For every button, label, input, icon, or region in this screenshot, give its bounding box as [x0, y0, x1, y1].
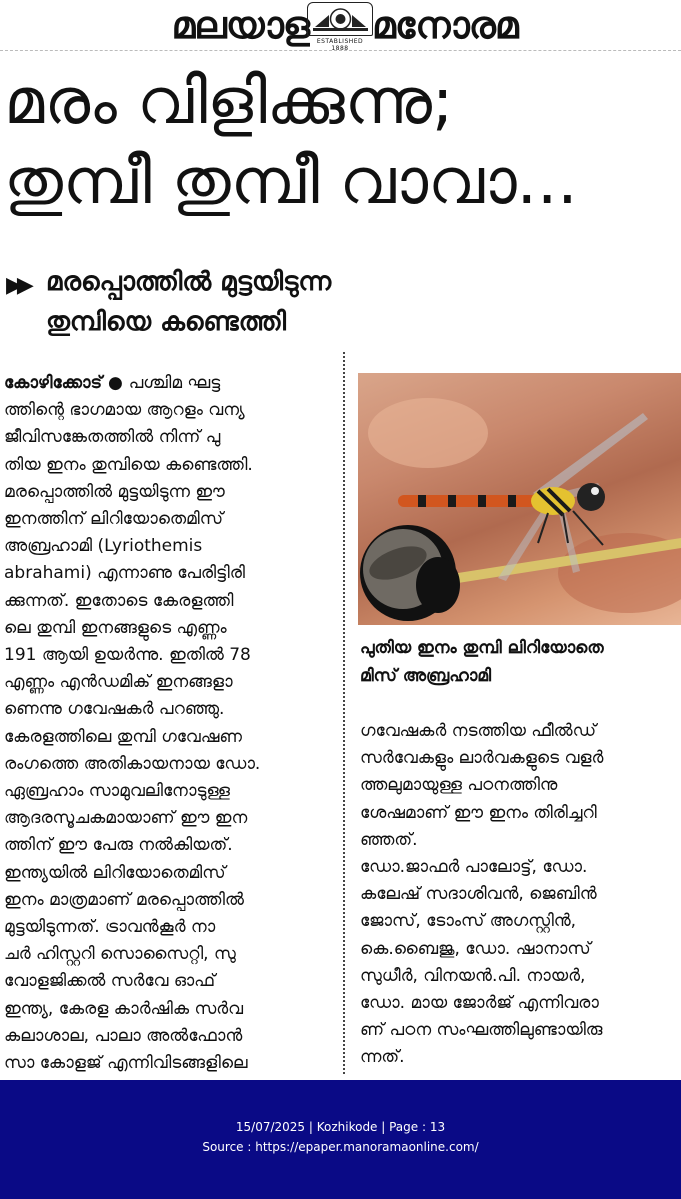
footer-edition-info: 15/07/2025 | Kozhikode | Page : 13: [235, 1120, 446, 1134]
footer-bar: [0, 1080, 681, 1199]
article-body-left-column: [4, 370, 334, 1077]
masthead-title-right: മനോരമ: [372, 3, 518, 47]
subhead-text: മരപ്പൊത്തിൽ മുട്ടയിടുന്ന തുമ്പിയെ കണ്ടെത്തി: [46, 267, 332, 337]
article-headline: മരം വിളിക്കുന്നു; തുമ്പീ തുമ്പീ വാവാ...: [4, 65, 578, 219]
masthead-title-left: മലയാള: [171, 3, 309, 47]
body-left-text: പശ്ചിമ ഘട്ട ത്തിന്റെ ഭാഗമായ ആറളം വന്യ ജീവിസങ്കേതത്തിൽ നിന്ന് പു തിയ ഇനം തുമ്പിയെ കണ്ടെത്തി. മരപ്പൊത്തിൽ മുട്ടയിടുന്ന ഈ ഇനത്തിന് ലിറിയോതെമിസ് അബ്രഹാമി (Lyriothemis abrahami) എന്നാണു പേരിട്ടിരി ക്കുന്നത്. ഇതോടെ കേരളത്തി ലെ തുമ്പി ഇനങ്ങളുടെ എണ്ണം 191 ആയി ഉയർന്നു. ഇതിൽ 78 എണ്ണം എൻഡമിക് ഇനങ്ങളാ ണെന്നു ഗവേഷകർ പറഞ്ഞു. കേരളത്തിലെ തുമ്പി ഗവേഷണ രംഗത്തെ അതികായനായ ഡോ. ഏബ്രഹാം സാമുവലിനോടുള്ള ആദരസൂചകമായാണ് ഈ ഇന ത്തിന് ഈ പേരു നൽകിയത്. ഇന്ത്യയിൽ ലിറിയോതെമിസ് ഇനം മാത്രമാണ് മരപ്പൊത്തിൽ മുട്ടയിടുന്നത്. ട്രാവൻകൂർ നാ ചർ ഹിസ്റ്ററി സൊസൈറ്റി, സു വോളജിക്കൽ സർവേ ഓഫ് ഇന്ത്യ, കേരള കാർഷിക സർവ കലാശാല, പാലാ അൽഫോൻ സാ കോളജ് എന്നിവിടങ്ങളിലെ: [4, 373, 261, 1074]
article-body-right-column: ഗവേഷകർ നടത്തിയ ഫീൽഡ് സർവേകളും ലാർവകളുടെ വളർ ത്തലുമായുള്ള പഠനത്തിനു ശേഷമാണ് ഈ ഇനം തിരിച്ചറി ഞ്ഞത്. ഡോ.ജാഫർ പാലോട്ട്, ഡോ. കലേഷ് സദാശിവൻ, ജെബിൻ ജോസ്, ടോംസ് അഗസ്റ്റിൻ, കെ.ബൈജു, ഡോ. ഷാനാസ് സുധീർ, വിനയൻ.പി. നായർ, ഡോ. മായ ജോർജ് എന്നിവരാ ണ് പഠന സംഘത്തിലുണ്ടായിരു ന്നത്.: [360, 721, 604, 1068]
photo-caption: പുതിയ ഇനം തുമ്പി ലിറിയോതെ മിസ് അബ്രഹാമി: [360, 638, 604, 686]
established-label: ESTABLISHED 1888: [316, 38, 364, 52]
footer-source-link[interactable]: Source : https://epaper.manoramaonline.com/: [202, 1140, 479, 1154]
emblem-logo-icon: [307, 2, 373, 52]
dragonfly-photo: [358, 373, 681, 625]
masthead: [0, 0, 681, 50]
column-divider: [343, 352, 345, 1074]
double-arrow-icon: ▶▶: [6, 273, 28, 298]
masthead-divider: [0, 50, 681, 51]
dateline: കോഴിക്കോട് ●: [4, 373, 129, 393]
